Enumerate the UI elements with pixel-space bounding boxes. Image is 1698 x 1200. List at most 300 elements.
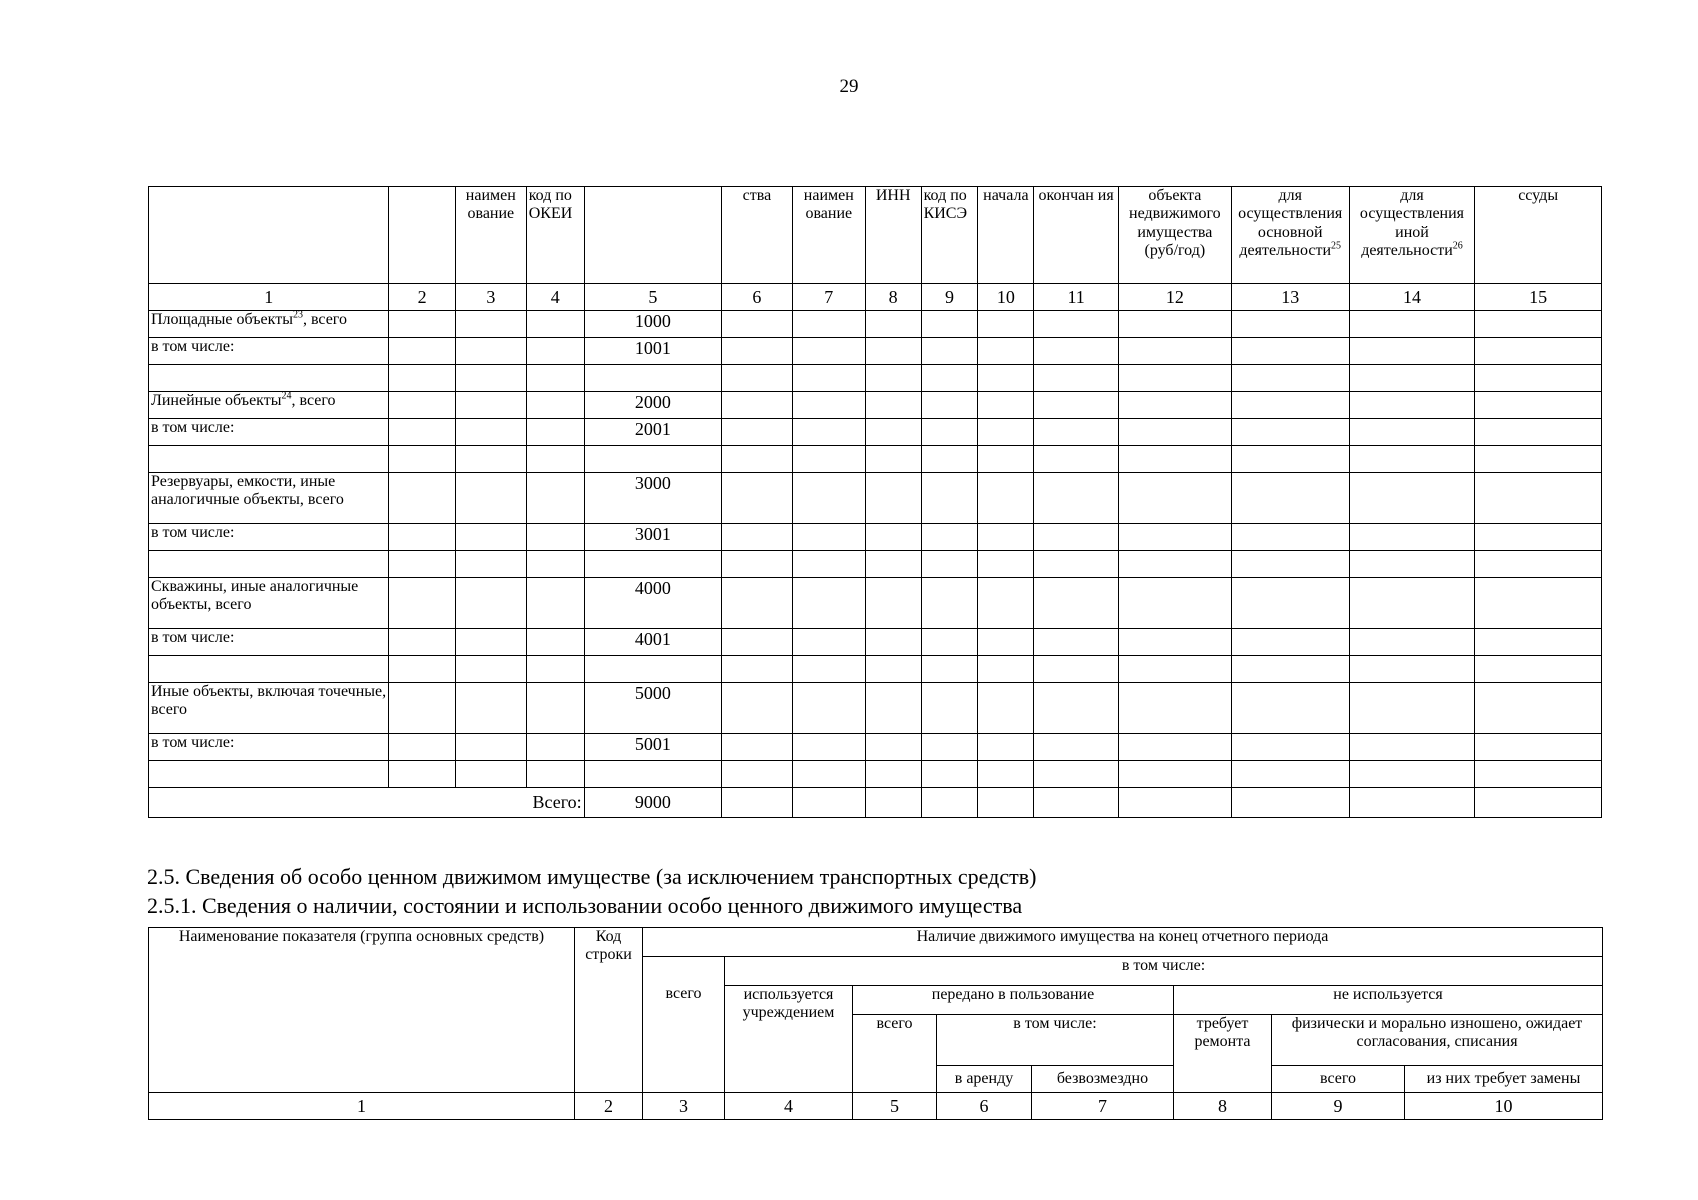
empty-cell [978,788,1034,818]
column-number: 12 [1119,284,1232,311]
empty-cell [1119,578,1232,629]
row-code: 4001 [584,629,721,656]
empty-cell [865,734,921,761]
empty-cell [1475,446,1602,473]
empty-row [149,446,1602,473]
transferred-header: передано в пользование [853,986,1174,1015]
empty-cell [792,473,865,524]
empty-cell [526,578,584,629]
header-cell: начала [978,187,1034,284]
for-rent-header: в аренду [937,1066,1032,1093]
empty-cell [1349,629,1475,656]
empty-cell [722,656,793,683]
empty-cell [921,734,978,761]
empty-cell [1349,761,1475,788]
total-row [149,788,1602,818]
empty-cell [1475,656,1602,683]
empty-cell [792,338,865,365]
empty-cell [1034,419,1119,446]
empty-cell [722,683,793,734]
group-including-row [149,419,1602,446]
empty-cell [584,656,721,683]
empty-cell [722,578,793,629]
empty-cell [1475,473,1602,524]
empty-cell [1034,524,1119,551]
header-cell: ссуды [1475,187,1602,284]
empty-cell [389,656,456,683]
empty-cell [921,629,978,656]
empty-cell [526,524,584,551]
column-number: 1 [149,284,389,311]
header-cell: код по КИСЭ [921,187,978,284]
empty-cell [1349,365,1475,392]
empty-cell [526,392,584,419]
empty-cell [455,761,526,788]
header-row [149,928,1603,957]
empty-cell [1349,683,1475,734]
empty-cell [722,473,793,524]
empty-cell [526,683,584,734]
header-cell: ИНН [865,187,921,284]
empty-cell [1119,788,1232,818]
empty-cell [1231,446,1349,473]
group-name-text: Линейные объекты [151,392,282,409]
empty-cell [865,365,921,392]
group-total-row [149,311,1602,338]
empty-cell [1034,683,1119,734]
group-including-row [149,734,1602,761]
empty-cell [792,311,865,338]
empty-cell [792,524,865,551]
empty-cell [921,473,978,524]
group-name-text: Иные объекты, включая точечные, всего [151,683,387,719]
empty-cell [455,365,526,392]
empty-cell [1475,338,1602,365]
group-including-row [149,524,1602,551]
indicator-name-header: Наименование показателя (группа основных средств) [149,928,575,1093]
empty-cell [526,551,584,578]
empty-cell [1119,365,1232,392]
empty-cell [455,473,526,524]
empty-cell [1231,578,1349,629]
column-number: 2 [389,284,456,311]
empty-cell [921,311,978,338]
empty-cell [978,734,1034,761]
empty-cell [1475,392,1602,419]
empty-cell [792,683,865,734]
empty-cell [865,629,921,656]
free-of-charge-header: безвозмездно [1032,1066,1174,1093]
row-code: 4000 [584,578,721,629]
empty-cell [792,761,865,788]
empty-cell [1119,473,1232,524]
real-estate-table [148,186,1602,818]
group-name-text: Площадные объекты [151,311,293,328]
empty-cell [455,446,526,473]
empty-cell [455,683,526,734]
empty-cell [149,446,389,473]
empty-cell [1231,524,1349,551]
empty-cell [722,629,793,656]
empty-cell [1034,578,1119,629]
empty-cell [526,338,584,365]
empty-cell [584,446,721,473]
column-number: 6 [722,284,793,311]
empty-cell [865,761,921,788]
worn-out-header: физически и морально изношено, ожидает согласования, списания [1272,1015,1603,1066]
empty-cell [1119,392,1232,419]
empty-cell [1119,338,1232,365]
column-number: 11 [1034,284,1119,311]
row-code: 2001 [584,419,721,446]
column-number: 6 [937,1093,1032,1120]
empty-cell [526,473,584,524]
empty-cell [526,365,584,392]
empty-cell [978,338,1034,365]
empty-cell [1475,551,1602,578]
column-number: 7 [1032,1093,1174,1120]
empty-cell [865,683,921,734]
empty-cell [455,551,526,578]
empty-cell [722,788,793,818]
including-label: в том числе: [149,524,389,551]
empty-cell [1349,446,1475,473]
empty-cell [722,392,793,419]
column-number: 8 [865,284,921,311]
empty-cell [722,524,793,551]
empty-cell [921,446,978,473]
footnote-mark: 26 [1452,240,1463,252]
table-header-row [149,187,1602,284]
column-number: 2 [575,1093,643,1120]
empty-cell [978,551,1034,578]
empty-cell [455,338,526,365]
group-name-text: Скважины, иные аналогичные объекты, всего [151,578,359,614]
column-number: 8 [1174,1093,1272,1120]
empty-cell [792,446,865,473]
empty-cell [1034,392,1119,419]
empty-cell [865,551,921,578]
empty-cell [978,629,1034,656]
empty-cell [865,473,921,524]
including-label: в том числе: [149,338,389,365]
empty-cell [1475,683,1602,734]
group-name [149,473,389,524]
empty-cell [722,551,793,578]
column-number: 15 [1475,284,1602,311]
empty-cell [1034,446,1119,473]
header-cell [1349,187,1475,284]
footnote-mark: 23 [292,309,303,321]
empty-row [149,365,1602,392]
column-number-row [149,284,1602,311]
empty-cell [1231,629,1349,656]
empty-cell [978,761,1034,788]
page-number: 29 [839,76,859,97]
column-number: 4 [526,284,584,311]
header-cell: код по ОКЕИ [526,187,584,284]
empty-cell [921,683,978,734]
column-number: 3 [643,1093,725,1120]
column-number: 9 [1272,1093,1405,1120]
empty-cell [865,392,921,419]
empty-cell [389,446,456,473]
empty-cell [1231,551,1349,578]
empty-cell [1119,551,1232,578]
empty-cell [1034,734,1119,761]
empty-cell [1034,761,1119,788]
group-total-row [149,392,1602,419]
empty-cell [389,419,456,446]
column-number: 7 [792,284,865,311]
empty-cell [455,419,526,446]
empty-cell [1034,473,1119,524]
empty-cell [149,365,389,392]
empty-cell [1119,419,1232,446]
group-name [149,311,389,338]
empty-cell [149,656,389,683]
empty-cell [978,311,1034,338]
empty-cell [978,473,1034,524]
including-label: в том числе: [149,419,389,446]
empty-cell [149,761,389,788]
row-code: 3000 [584,473,721,524]
empty-cell [1475,734,1602,761]
empty-cell [1034,551,1119,578]
empty-cell [1349,656,1475,683]
empty-cell [389,551,456,578]
empty-cell [978,446,1034,473]
empty-cell [455,734,526,761]
group-total-row [149,578,1602,629]
empty-cell [792,392,865,419]
empty-cell [526,446,584,473]
empty-cell [455,578,526,629]
total-code: 9000 [584,788,721,818]
empty-cell [389,365,456,392]
empty-cell [389,338,456,365]
empty-cell [722,338,793,365]
row-code-header: Код строки [575,928,643,1093]
total-label: Всего: [149,788,585,818]
empty-cell [1475,629,1602,656]
column-number: 9 [921,284,978,311]
empty-cell [1119,524,1232,551]
empty-cell [526,761,584,788]
column-number: 5 [584,284,721,311]
empty-cell [389,578,456,629]
group-name-text: Резервуары, емкости, иные аналогичные объекты, всего [151,473,344,509]
empty-cell [1034,311,1119,338]
empty-cell [389,734,456,761]
empty-cell [1231,365,1349,392]
group-name-suffix: , всего [291,392,336,409]
empty-cell [792,419,865,446]
empty-cell [1119,446,1232,473]
empty-cell [1119,656,1232,683]
empty-cell [1231,761,1349,788]
empty-cell [389,392,456,419]
header-cell [149,187,389,284]
empty-cell [526,629,584,656]
header-cell [389,187,456,284]
empty-cell [921,365,978,392]
column-number: 14 [1349,284,1475,311]
empty-cell [921,392,978,419]
empty-cell [865,338,921,365]
empty-cell [722,761,793,788]
column-number: 4 [725,1093,853,1120]
empty-cell [389,761,456,788]
group-total-row [149,473,1602,524]
footnote-mark: 25 [1331,240,1341,252]
empty-cell [978,578,1034,629]
group-including-row [149,629,1602,656]
empty-cell [1231,338,1349,365]
group-name [149,578,389,629]
valuable-movable-property-table [148,927,1603,1120]
empty-cell [1034,629,1119,656]
empty-cell [389,629,456,656]
requires-repair-header: требует ремонта [1174,1015,1272,1093]
header-cell: окончан ия [1034,187,1119,284]
header-cell [584,187,721,284]
empty-cell [455,311,526,338]
empty-cell [722,419,793,446]
empty-cell [389,683,456,734]
column-number: 10 [978,284,1034,311]
group-including-row [149,338,1602,365]
row-code: 5001 [584,734,721,761]
empty-cell [921,578,978,629]
row-code: 1000 [584,311,721,338]
empty-cell [865,656,921,683]
including-label: в том числе: [149,629,389,656]
empty-cell [389,524,456,551]
empty-cell [1475,311,1602,338]
empty-cell [584,365,721,392]
empty-cell [1231,656,1349,683]
empty-cell [149,551,389,578]
header-text: для осуществления иной деятельности [1359,187,1465,260]
empty-cell [921,761,978,788]
empty-cell [1231,311,1349,338]
empty-cell [722,311,793,338]
including-header: в том числе: [725,957,1603,986]
column-number: 13 [1231,284,1349,311]
empty-cell [978,524,1034,551]
worn-total-header: всего [1272,1066,1405,1093]
empty-cell [1119,734,1232,761]
column-number-row [149,1093,1603,1120]
transferred-total-header: всего [853,1015,937,1093]
empty-cell [584,551,721,578]
empty-cell [1119,761,1232,788]
empty-cell [792,551,865,578]
transferred-including-header: в том числе: [937,1015,1174,1066]
empty-cell [792,578,865,629]
empty-cell [792,734,865,761]
section-heading: 2.5. Сведения об особо ценном движимом имуществе (за исключением транспортных средств) [147,864,1037,889]
empty-cell [792,365,865,392]
empty-cell [978,683,1034,734]
empty-cell [1119,683,1232,734]
header-cell: объекта недвижимого имущества (руб/год) [1119,187,1232,284]
header-cell: ства [722,187,793,284]
total-header: всего [643,957,725,1093]
header-cell: наимен ование [455,187,526,284]
empty-cell [389,473,456,524]
header-cell: наимен ование [792,187,865,284]
column-number: 1 [149,1093,575,1120]
empty-cell [1349,473,1475,524]
empty-cell [1034,656,1119,683]
empty-cell [1349,392,1475,419]
empty-cell [1475,788,1602,818]
empty-cell [1034,365,1119,392]
empty-cell [1475,578,1602,629]
column-number: 3 [455,284,526,311]
empty-cell [792,629,865,656]
empty-cell [1231,419,1349,446]
row-code: 5000 [584,683,721,734]
empty-cell [584,761,721,788]
empty-cell [921,419,978,446]
empty-cell [978,365,1034,392]
empty-cell [526,311,584,338]
empty-cell [1349,551,1475,578]
empty-cell [1475,419,1602,446]
empty-cell [1349,419,1475,446]
group-name-suffix: , всего [302,311,347,328]
footnote-mark: 24 [281,390,292,402]
subsection-heading: 2.5.1. Сведения о наличии, состоянии и использовании особо ценного движимого имущества [147,893,1023,918]
empty-cell [921,656,978,683]
row-code: 3001 [584,524,721,551]
empty-cell [865,419,921,446]
used-by-institution-header: используется учреждением [725,986,853,1093]
empty-cell [1349,338,1475,365]
empty-cell [722,365,793,392]
column-number: 10 [1405,1093,1603,1120]
empty-cell [1231,473,1349,524]
empty-cell [1231,683,1349,734]
empty-cell [455,392,526,419]
empty-cell [722,446,793,473]
group-name [149,392,389,419]
empty-cell [921,524,978,551]
empty-cell [1034,338,1119,365]
group-name [149,683,389,734]
empty-cell [978,392,1034,419]
empty-cell [455,656,526,683]
empty-cell [865,311,921,338]
empty-cell [921,551,978,578]
empty-cell [921,338,978,365]
empty-cell [1231,392,1349,419]
empty-cell [792,656,865,683]
requires-replacement-header: из них требует замены [1405,1066,1603,1093]
empty-cell [389,311,456,338]
empty-cell [978,656,1034,683]
including-label: в том числе: [149,734,389,761]
empty-row [149,551,1602,578]
empty-cell [1231,734,1349,761]
header-text: для осуществления основной деятельности [1238,187,1343,260]
group-total-row [149,683,1602,734]
empty-cell [865,788,921,818]
empty-cell [1349,734,1475,761]
